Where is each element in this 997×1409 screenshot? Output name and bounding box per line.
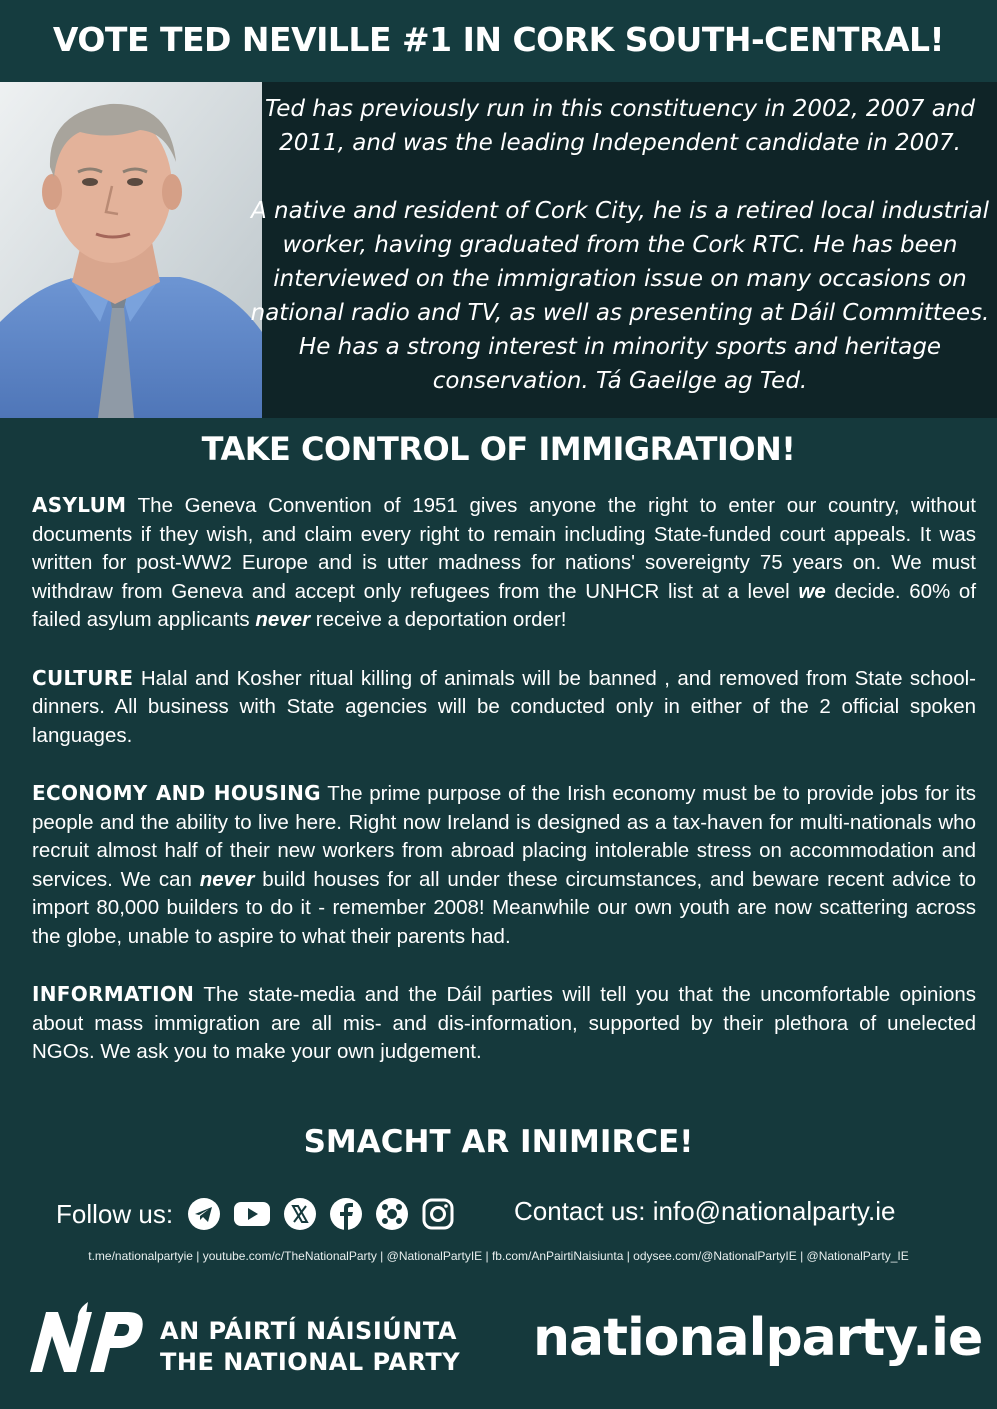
follow-label: Follow us: (56, 1198, 174, 1229)
party-names (160, 1316, 460, 1378)
policy-text: build houses for all under these circumstances, and beware recent advice to import 80,000 builders to do it - remember 2008! Meanwhile our own youth are now scattering across the globe, unable to aspire to what their parents had. (32, 867, 976, 948)
policy-text: The state-media and the Dáil parties will tell you that the uncomfortable opinions about mass immigration are all mis- and dis-information, supported by their plethora of unelected NGOs. We ask you to make your own judgement. (32, 983, 977, 1064)
candidate-bio (250, 92, 990, 432)
policy-list (32, 491, 976, 1095)
policy-asylum (32, 491, 976, 635)
policy-heading: ECONOMY AND HOUSING (32, 780, 321, 805)
policy-heading: CULTURE (32, 665, 134, 690)
policy-text: decide. 60% of failed asylum applicants (32, 579, 977, 632)
policy-heading: ASYLUM (32, 493, 127, 517)
contact-email[interactable]: Contact us: info@nationalparty.ie (514, 1196, 896, 1226)
policy-information (32, 980, 976, 1067)
party-logo (28, 1300, 148, 1380)
policy-culture (32, 664, 976, 751)
odysee-icon[interactable] (375, 1197, 409, 1231)
bio-paragraph: A native and resident of Cork City, he is a retired local industrial worker, having graduated from the Cork RTC. He has been interviewed on the immigration issue on many occasions on national radio and TV, as well as presenting at Dáil Committees. He has a strong interest in minority sports and heritage conservation. Tá Gaeilge ag Ted. (250, 198, 990, 394)
policy-text: Halal and Kosher ritual killing of animals will be banned , and removed from State school-dinners. All business with State agencies will be conducted only in either of the 2 official spoken languages. (32, 666, 976, 747)
section-title: TAKE CONTROL OF IMMIGRATION! (201, 430, 796, 468)
telegram-icon[interactable] (187, 1197, 221, 1231)
emphasis-text: never (199, 867, 255, 891)
website-link[interactable]: nationalparty.ie (533, 1308, 983, 1368)
policy-text: receive a deportation order! (315, 608, 567, 632)
party-name-english: THE NATIONAL PARTY (160, 1348, 461, 1376)
social-icons (187, 1197, 467, 1231)
header-banner (0, 0, 997, 82)
emphasis-text: we (798, 579, 826, 603)
follow-row (56, 1194, 467, 1234)
policy-heading: INFORMATION (32, 982, 195, 1007)
policy-text: The Geneva Convention of 1951 gives anyone the right to enter our country, without documents if they wish, and claim every right to remain including State-funded court appeals. It was written for post-WW2 Europe and is utter madness for nations' sovereignty 75 years on. We must withdraw from Geneva and accept only refugees from the UNHCR list at a level (32, 494, 977, 603)
youtube-icon[interactable] (233, 1197, 271, 1231)
slogan: SMACHT AR INIMIRCE! (303, 1124, 694, 1160)
policy-economy (32, 779, 976, 952)
x-icon[interactable] (283, 1197, 317, 1231)
facebook-icon[interactable] (329, 1197, 363, 1231)
candidate-photo (0, 82, 262, 418)
instagram-icon[interactable] (421, 1197, 455, 1231)
social-links: t.me/nationalpartyie | youtube.com/c/TheNationalParty | @NationalPartyIE | fb.com/AnPairtiNaisiunta | odysee.com/@NationalPartyIE | @NationalParty_IE (88, 1249, 909, 1263)
candidate-portrait-illustration (0, 82, 262, 418)
page-title: VOTE TED NEVILLE #1 IN CORK SOUTH-CENTRAL! (52, 20, 945, 59)
np-logo-icon (28, 1300, 148, 1376)
bio-paragraph: Ted has previously run in this constituency in 2002, 2007 and 2011, and was the leading Independent candidate in 2007. (265, 96, 975, 156)
emphasis-text: never (255, 608, 311, 632)
policy-text: The prime purpose of the Irish economy must be to provide jobs for its people and the ability to live here. Right now Ireland is designed as a tax-haven for multi-nationals who recruit almost half of their new workers from abroad placing intolerable stress on accommodation and services. We can (32, 781, 976, 891)
party-name-irish: AN PÁIRTÍ NÁISIÚNTA (160, 1317, 457, 1345)
